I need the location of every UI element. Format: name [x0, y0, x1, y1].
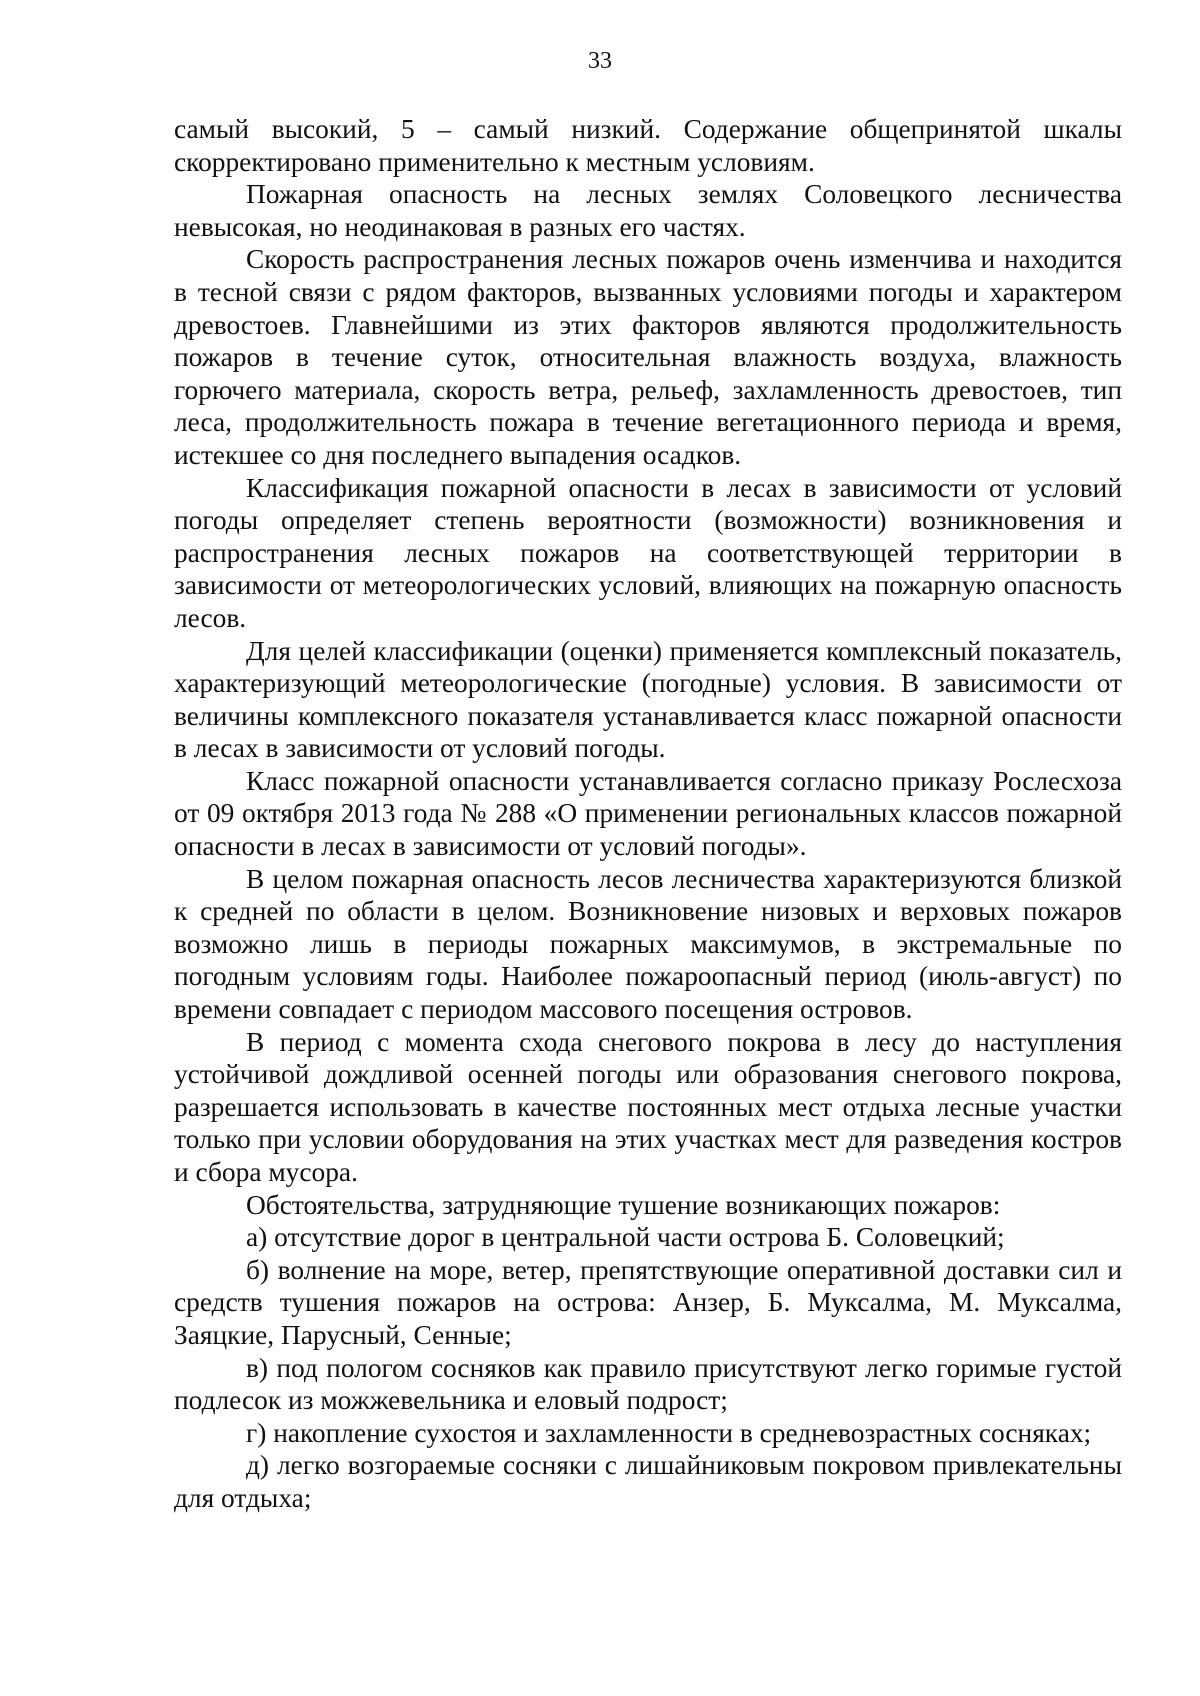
paragraph-rest-places: В период с момента схода снегового покрова в лесу до наступления устойчивой дождливой осенней погоды или образования снегового покрова, разрешается использовать в качестве постоянных мест отдыха лесные участки только при условии оборудования на этих участках мест для разведения костров и сбора мусора. — [174, 1026, 1122, 1187]
paragraph-classification: Классификация пожарной опасности в лесах в зависимости от условий погоды определяет степень вероятности (возможности) возникновения и распространения лесных пожаров на соответствующей территории в зависимости от метеорологических условий, влияющих на пожарную опасность лесов. — [174, 472, 1122, 633]
paragraph-spread-speed: Скорость распространения лесных пожаров очень изменчива и находится в тесной связи с рядом факторов, вызванных условиями погоды и характером древостоев. Главнейшими из этих факторов являются продолжительность пожаров в течение суток, относительная влажность воздуха, влажность горючего материала, скорость ветра, рельеф, захламленность древостоев, тип леса, продолжительность пожара в течение вегетационного периода и время, истекшее со дня последнего выпадения осадков. — [174, 244, 1122, 470]
paragraph-fire-danger: Пожарная опасность на лесных землях Соловецкого лесничества невысокая, но неодинаковая в разных его частях. — [174, 179, 1122, 242]
list-item-g: г) накопление сухостоя и захламленности в средневозрастных сосняках; — [246, 1417, 1092, 1448]
document-body — [174, 113, 1122, 1515]
list-item-d: д) легко возгораемые сосняки с лишайниковым покровом привлекательны для отдыха; — [174, 1450, 1122, 1513]
list-item-a: а) отсутствие дорог в центральной части острова Б. Соловецкий; — [246, 1222, 1005, 1253]
list-item-b: б) волнение на море, ветер, препятствующие оперативной доставки сил и средств тушения пожаров на острова: Анзер, Б. Муксалма, М. Муксалма, Заяцкие, Парусный, Сенные; — [174, 1254, 1122, 1350]
page-number: 33 — [588, 48, 612, 74]
paragraph-complex-indicator: Для целей классификации (оценки) применяется комплексный показатель, характеризующий метеорологические (погодные) условия. В зависимости от величины комплексного показателя устанавливается класс пожарной опасности в лесах в зависимости от условий погоды. — [174, 635, 1122, 764]
paragraph-continuation: самый высокий, 5 – самый низкий. Содержание общепринятой шкалы скорректировано применительно к местным условиям. — [174, 114, 1122, 177]
paragraph-overall-danger: В целом пожарная опасность лесов лесничества характеризуются близкой к средней по области в целом. Возникновение низовых и верховых пожаров возможно лишь в периоды пожарных максимумов, в экстремальные по погодным условиям годы. Наиболее пожароопасный период (июль-август) по времени совпадает с периодом массового посещения островов. — [174, 863, 1122, 1025]
paragraph-circumstances-heading: Обстоятельства, затрудняющие тушение возникающих пожаров: — [246, 1189, 1001, 1220]
paragraph-fire-class: Класс пожарной опасности устанавливается согласно приказу Рослесхоза от 09 октября 2013 года № 288 «О применении региональных классов пожарной опасности в лесах в зависимости от условий погоды». — [174, 765, 1122, 862]
list-item-v: в) под пологом сосняков как правило присутствуют легко горимые густой подлесок из можжевельника и еловый подрост; — [174, 1352, 1122, 1416]
